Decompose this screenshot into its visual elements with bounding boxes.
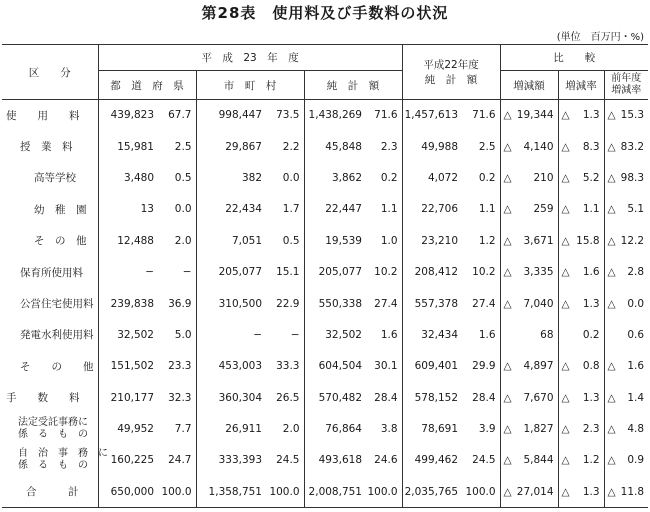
municipality-value: 360,304 [218,391,262,404]
decrease-triangle-icon: △ [503,360,512,373]
change-rate [558,194,604,225]
row-label: 公営住宅使用料 [2,288,98,319]
prefecture-value: 15,981 [117,140,154,153]
change-rate [558,319,604,350]
decrease-triangle-icon: △ [503,297,512,310]
change-amount [500,288,558,319]
header-fy23: 平 成 23 年 度 [98,45,402,71]
prefecture-value: 439,823 [110,109,154,122]
fy22-value: 22,706 [421,203,459,216]
decrease-triangle-icon: △ [607,234,616,247]
municipality-value: 998,447 [218,109,262,122]
change-amount-value: 68 [540,328,554,341]
prev-change-rate-value: 1.6 [627,360,645,373]
header-change-amount: 増減額 [500,71,558,100]
header-fy22 [402,45,500,100]
row-label: そ の 他 [2,225,98,256]
table-row [2,382,648,413]
net-total-pct: 71.6 [366,100,402,131]
prev-change-rate [604,194,648,225]
decrease-triangle-icon: △ [561,423,570,436]
prev-change-rate-value: 0.0 [627,297,645,310]
change-rate-value: 2.3 [582,423,600,436]
fy22-value: 23,210 [421,234,459,247]
unit-note: (単位 百万円・%) [556,32,644,43]
net-total-pct: 28.4 [366,382,402,413]
prev-change-rate-value: 11.8 [620,485,645,498]
change-rate-value: 1.3 [582,109,600,122]
fy22-value: 1,457,613 [404,109,459,122]
change-rate-value: 15.8 [576,234,600,247]
fy22-pct: 0.2 [462,162,500,193]
table-row [2,319,648,350]
net-total-pct: 1.0 [366,225,402,256]
change-amount [500,131,558,162]
municipality-value: 22,434 [225,203,262,216]
header-prev-rate-line2: 増減率 [611,85,642,96]
prefecture-value: 151,502 [110,360,154,373]
row-label [2,413,98,444]
prefecture-pct: 36.9 [158,288,196,319]
change-amount-value: 3,335 [523,266,554,279]
net-total-pct: 24.6 [366,445,402,476]
decrease-triangle-icon: △ [561,140,570,153]
change-amount [500,194,558,225]
prefecture-pct: 2.5 [158,131,196,162]
table-row [2,100,648,131]
change-rate-value: 1.1 [582,203,600,216]
municipality-pct: 0.0 [266,162,304,193]
prefecture-value: 32,502 [117,328,154,341]
fy22-value: 578,152 [414,391,459,404]
row-label: 保育所使用料 [2,256,98,287]
fy22-pct: 29.9 [462,351,500,382]
fy22-value: 4,072 [427,171,459,184]
decrease-triangle-icon: △ [561,391,570,404]
change-rate-value: 1.2 [582,454,600,467]
prefecture-pct: 32.3 [158,382,196,413]
row-label: 授 業 料 [2,131,98,162]
change-rate-value: 0.8 [582,360,600,373]
decrease-triangle-icon: △ [503,266,512,279]
prefecture-pct: 24.7 [158,445,196,476]
header-fy22-line2: 純 計 額 [424,74,478,86]
prev-change-rate [604,100,648,131]
net-total-pct: 27.4 [366,288,402,319]
change-amount-value: 4,897 [523,360,554,373]
municipality-pct: 73.5 [266,100,304,131]
fy22-value: 2,035,765 [402,476,462,507]
decrease-triangle-icon: △ [607,391,616,404]
change-rate-value: 5.2 [582,171,600,184]
prev-change-rate [604,225,648,256]
net-total-value: 570,482 [318,391,362,404]
net-total-value: 3,862 [331,171,362,184]
prev-change-rate [604,131,648,162]
net-total-value: 205,077 [318,266,362,279]
change-amount-value: 7,040 [523,297,554,310]
table-row [2,225,648,256]
prev-change-rate-value: 12.2 [620,234,645,247]
row-label: 高等学校 [2,162,98,193]
prev-change-rate [604,162,648,193]
change-amount-value: 19,344 [516,109,554,122]
decrease-triangle-icon: △ [607,203,616,216]
change-amount-value: 7,670 [523,391,554,404]
fees-table [2,44,648,508]
municipality-value: − [253,328,262,341]
change-amount [500,162,558,193]
net-total-value: 22,447 [325,203,362,216]
change-amount-value: 5,844 [523,454,554,467]
fy22-pct: 1.1 [462,194,500,225]
fy22-pct: 3.9 [462,413,500,444]
change-rate [558,225,604,256]
fy22-value: 609,401 [414,360,459,373]
municipality-value: 205,077 [218,266,262,279]
change-rate-value: 1.3 [582,297,600,310]
change-amount-value: 259 [533,203,554,216]
change-amount [500,256,558,287]
prev-change-rate-value: 83.2 [620,140,645,153]
row-label: 発電水利使用料 [2,319,98,350]
prev-change-rate-value: 0.6 [627,328,645,341]
fy22-pct: 100.0 [462,476,500,507]
change-rate [558,413,604,444]
net-total-value: 604,504 [318,360,362,373]
table-row [2,476,648,507]
change-rate-value: 1.3 [582,391,600,404]
decrease-triangle-icon: △ [607,423,616,436]
prefecture-value: 650,000 [98,476,158,507]
prefecture-pct: 0.0 [158,194,196,225]
decrease-triangle-icon: △ [503,109,512,122]
prefecture-pct: 7.7 [158,413,196,444]
municipality-pct: 0.5 [266,225,304,256]
municipality-pct: 33.3 [266,351,304,382]
fy22-value: 78,691 [421,423,459,436]
prefecture-value: 210,177 [110,391,154,404]
change-rate [558,131,604,162]
net-total-pct: 3.8 [366,413,402,444]
decrease-triangle-icon: △ [607,266,616,279]
municipality-value: 7,051 [231,234,262,247]
change-rate [558,162,604,193]
prefecture-pct: 0.5 [158,162,196,193]
fy22-pct: 24.5 [462,445,500,476]
prefecture-value: 13 [140,203,154,216]
prefecture-value: 239,838 [110,297,154,310]
prefecture-pct: 100.0 [158,476,196,507]
decrease-triangle-icon: △ [503,203,512,216]
prev-change-rate-value: 1.4 [627,391,645,404]
municipality-value: 26,911 [225,423,262,436]
decrease-triangle-icon: △ [561,485,570,498]
header-change-rate: 増減率 [558,71,604,100]
net-total-value: 2,008,751 [304,476,366,507]
change-amount [500,351,558,382]
change-amount [500,445,558,476]
fy22-pct: 71.6 [462,100,500,131]
row-label: 使 用 料 [2,100,98,131]
change-amount-value: 210 [533,171,554,184]
municipality-pct: 1.7 [266,194,304,225]
decrease-triangle-icon: △ [503,423,512,436]
fy22-pct: 1.6 [462,319,500,350]
change-rate [558,351,604,382]
decrease-triangle-icon: △ [607,297,616,310]
fy22-value: 49,988 [421,140,459,153]
decrease-triangle-icon: △ [503,140,512,153]
prefecture-pct: − [158,256,196,287]
fy22-pct: 10.2 [462,256,500,287]
header-net-total: 純 計 額 [304,71,402,100]
net-total-value: 32,502 [325,328,362,341]
net-total-value: 493,618 [318,454,362,467]
row-label: 幼 稚 園 [2,194,98,225]
change-rate-value: 1.6 [582,266,600,279]
prefecture-pct: 67.7 [158,100,196,131]
net-total-pct: 2.3 [366,131,402,162]
row-label-line1: 法定受託事務に [18,417,88,429]
decrease-triangle-icon: △ [561,109,570,122]
header-municipality: 市 町 村 [196,71,304,100]
fy22-pct: 27.4 [462,288,500,319]
decrease-triangle-icon: △ [503,454,512,467]
fy22-pct: 28.4 [462,382,500,413]
municipality-pct: 2.0 [266,413,304,444]
municipality-pct: 2.2 [266,131,304,162]
row-label: 手 数 料 [2,382,98,413]
net-total-value: 550,338 [318,297,362,310]
net-total-value: 45,848 [325,140,362,153]
prev-change-rate [604,288,648,319]
net-total-pct: 0.2 [366,162,402,193]
change-rate-value: 8.3 [582,140,600,153]
prev-change-rate-value: 4.8 [627,423,645,436]
decrease-triangle-icon: △ [503,391,512,404]
fy22-pct: 1.2 [462,225,500,256]
change-amount [500,382,558,413]
change-amount-value: 27,014 [516,485,554,498]
table-row [2,351,648,382]
prev-change-rate [604,351,648,382]
change-rate [558,445,604,476]
net-total-pct: 10.2 [366,256,402,287]
header-prev-change-rate [604,71,648,100]
prev-change-rate-value: 15.3 [620,109,645,122]
municipality-value: 1,358,751 [196,476,266,507]
change-amount-value: 4,140 [523,140,554,153]
table-row [2,162,648,193]
prev-change-rate [604,319,648,350]
decrease-triangle-icon: △ [561,360,570,373]
fy22-value: 557,378 [414,297,459,310]
prefecture-value: 12,488 [117,234,154,247]
decrease-triangle-icon: △ [561,454,570,467]
row-label-line2: 係 る も の [18,460,88,472]
net-total-value: 19,539 [325,234,362,247]
change-rate-value: 1.3 [582,485,600,498]
municipality-value: 333,393 [218,454,262,467]
prefecture-value: 160,225 [110,454,154,467]
prefecture-pct: 2.0 [158,225,196,256]
header-category: 区 分 [2,45,98,100]
change-rate [558,476,604,507]
prefecture-value: 49,952 [117,423,154,436]
fy22-value: 208,412 [414,266,459,279]
change-rate-value: 0.2 [582,328,600,341]
prev-change-rate-value: 0.9 [627,454,645,467]
row-label: そ の 他 [2,351,98,382]
municipality-value: 453,003 [218,360,262,373]
header-prefecture: 都 道 府 県 [98,71,196,100]
table-row [2,256,648,287]
change-amount [500,319,558,350]
change-rate [558,100,604,131]
decrease-triangle-icon: △ [561,171,570,184]
table-row [2,194,648,225]
fy22-value: 499,462 [414,454,459,467]
net-total-pct: 30.1 [366,351,402,382]
municipality-pct: 22.9 [266,288,304,319]
net-total-pct: 1.1 [366,194,402,225]
decrease-triangle-icon: △ [561,297,570,310]
change-amount [500,225,558,256]
prefecture-pct: 23.3 [158,351,196,382]
prev-change-rate [604,256,648,287]
table-body [2,100,648,508]
change-rate [558,288,604,319]
change-amount [500,100,558,131]
net-total-value: 76,864 [325,423,362,436]
decrease-triangle-icon: △ [503,171,512,184]
net-total-pct: 100.0 [366,476,402,507]
table-row [2,288,648,319]
decrease-triangle-icon: △ [503,485,512,498]
prefecture-value: 3,480 [123,171,154,184]
municipality-value: 310,500 [218,297,262,310]
prev-change-rate [604,445,648,476]
change-rate [558,256,604,287]
municipality-pct: 26.5 [266,382,304,413]
prev-change-rate-value: 98.3 [620,171,645,184]
municipality-pct: 100.0 [266,476,304,507]
prev-change-rate [604,382,648,413]
table-row [2,413,648,444]
row-label-line2: 係 る も の [18,429,88,441]
decrease-triangle-icon: △ [607,360,616,373]
decrease-triangle-icon: △ [561,266,570,279]
prev-change-rate [604,476,648,507]
header-prev-rate-line1: 前年度 [611,73,642,84]
net-total-pct: 1.6 [366,319,402,350]
change-amount-value: 1,827 [523,423,554,436]
row-label: 合 計 [2,476,98,507]
decrease-triangle-icon: △ [607,140,616,153]
change-rate [558,382,604,413]
change-amount-value: 3,671 [523,234,554,247]
municipality-value: 29,867 [225,140,262,153]
municipality-value: 382 [241,171,262,184]
decrease-triangle-icon: △ [607,109,616,122]
change-amount [500,413,558,444]
prev-change-rate-value: 5.1 [627,203,645,216]
prefecture-value: − [145,266,154,279]
municipality-pct: 15.1 [266,256,304,287]
fy22-value: 32,434 [421,328,459,341]
header-comparison: 比 較 [500,45,648,71]
decrease-triangle-icon: △ [607,485,616,498]
municipality-pct: − [266,319,304,350]
prefecture-pct: 5.0 [158,319,196,350]
table-row [2,445,648,476]
decrease-triangle-icon: △ [503,234,512,247]
fy22-pct: 2.5 [462,131,500,162]
decrease-triangle-icon: △ [561,234,570,247]
prev-change-rate [604,413,648,444]
municipality-pct: 24.5 [266,445,304,476]
table-title: 第28表 使用料及び手数料の状況 [201,4,449,22]
prev-change-rate-value: 2.8 [627,266,645,279]
header-fy22-line1: 平成22年度 [423,59,479,71]
net-total-value: 1,438,269 [308,109,362,122]
table-row [2,131,648,162]
row-label-line1: 自 治 事 務 に [18,448,108,460]
change-amount [500,476,558,507]
decrease-triangle-icon: △ [607,454,616,467]
decrease-triangle-icon: △ [607,171,616,184]
decrease-triangle-icon: △ [561,203,570,216]
row-label [2,445,108,476]
